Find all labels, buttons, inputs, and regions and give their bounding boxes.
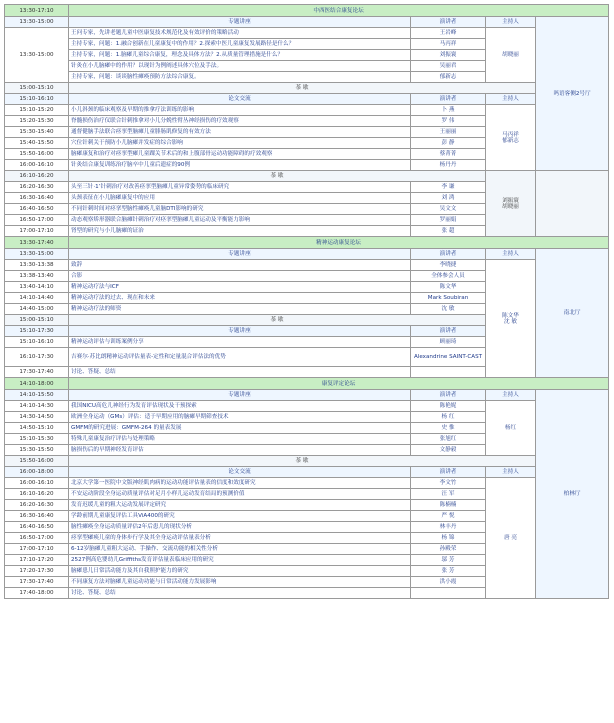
talk-speaker: 杨丹丹 xyxy=(411,160,486,171)
row-time: 17:30-17:40 xyxy=(5,577,69,588)
break-row xyxy=(5,83,609,94)
row-time: 17:00-17:10 xyxy=(5,544,69,555)
talk-speaker: 全体参会人员 xyxy=(411,271,486,282)
talk-speaker: 陈艳妮 xyxy=(411,401,486,412)
talk-speaker: 汪 军 xyxy=(411,489,486,500)
talk-speaker: 李 谦 xyxy=(411,182,486,193)
talk-topic: 针灸在小儿脑瘫中的作用？以现针为例阐述具体穴位及手法。 xyxy=(69,61,411,72)
col-topic: 专题讲座 xyxy=(69,17,411,28)
table-row xyxy=(5,401,609,412)
row-time: 17:30-17:40 xyxy=(5,367,69,378)
talk-topic: 合影 xyxy=(69,271,411,282)
talk-topic: 讨论、答疑、总结 xyxy=(69,588,411,599)
subsession-time: 15:10-17:30 xyxy=(5,326,69,337)
break-time: 15:00-15:10 xyxy=(5,83,69,94)
talk-topic: 精神运动疗法与ICF xyxy=(69,282,411,293)
row-time: 17:10-17:20 xyxy=(5,555,69,566)
talk-speaker: 陈文华 xyxy=(411,282,486,293)
talk-topic: 肾型的研究与小儿脑瘫的证治 xyxy=(69,226,411,237)
talk-speaker: 沈 敏 xyxy=(411,304,486,315)
break-row xyxy=(5,171,609,182)
column-header-row xyxy=(5,94,609,105)
row-time: 15:30-15:40 xyxy=(5,127,69,138)
row-time: 13:38-13:40 xyxy=(5,271,69,282)
talk-topic: 精神运动疗法的过去、现在和未来 xyxy=(69,293,411,304)
talk-speaker: 彭 静 xyxy=(411,138,486,149)
talk-topic: 脑瘫康复和治疗对痉挛型瘫儿童踝关节术后的和上腹部骨运动功能障碍的疗效观察 xyxy=(69,149,411,160)
col-host: 主持人 xyxy=(486,249,536,260)
talk-speaker: 蔡菁菁 xyxy=(411,149,486,160)
column-header-row xyxy=(5,17,609,28)
talk-speaker: 文静毅 xyxy=(411,445,486,456)
talk-topic: 头颈表征在小儿脑瘫康复中的应用 xyxy=(69,193,411,204)
talk-topic: 通督健脑手法联合痉挛型脑瘫儿童腓肠肌修复的有效方法 xyxy=(69,127,411,138)
row-time: 15:10-16:10 xyxy=(5,337,69,348)
row-time: 17:00-17:10 xyxy=(5,226,69,237)
break-time: 16:10-16:20 xyxy=(5,171,69,182)
row-time: 14:50-15:10 xyxy=(5,423,69,434)
subsession-time: 13:30-15:00 xyxy=(5,17,69,28)
row-time: 16:50-17:00 xyxy=(5,533,69,544)
col-speaker: 演讲者 xyxy=(411,390,486,401)
talk-speaker: 杨 红 xyxy=(411,412,486,423)
talk-speaker: 罗丽娟 xyxy=(411,215,486,226)
break-time: 15:50-16:00 xyxy=(5,456,69,467)
talk-speaker xyxy=(411,588,486,599)
talk-speaker: 张 芳 xyxy=(411,566,486,577)
row-time: 17:20-17:30 xyxy=(5,566,69,577)
section-header-row xyxy=(5,378,609,390)
column-header-row xyxy=(5,390,609,401)
talk-speaker: 洪小霞 xyxy=(411,577,486,588)
break-row xyxy=(5,456,609,467)
schedule-sheet xyxy=(4,4,608,599)
talk-topic: 特殊儿童康复治疗评估与处理策略 xyxy=(69,434,411,445)
talk-speaker xyxy=(411,367,486,378)
col-speaker: 演讲者 xyxy=(411,17,486,28)
section-time: 13:30-17:40 xyxy=(5,237,69,249)
row-time: 17:40-18:00 xyxy=(5,588,69,599)
talk-topic: 主持专家，问题：1.融合创新在儿童康复中的作用？2.探索中医儿童康复发展路径是什么？ xyxy=(69,39,411,50)
row-time: 15:40-15:50 xyxy=(5,138,69,149)
col-host: 主持人 xyxy=(486,390,536,401)
talk-topic: 不安运动阶段全身运动质量评估对足月小样儿运动发育结局的预测价值 xyxy=(69,489,411,500)
col-host: 主持人 xyxy=(486,467,536,478)
row-time: 15:30-15:50 xyxy=(5,445,69,456)
talk-topic: 2527例高危婴幼儿Griffiths发育评估量表临床应用的研究 xyxy=(69,555,411,566)
break-label: 茶 歇 xyxy=(69,456,536,467)
talk-topic: 脑损伤后的早期神经发育评估 xyxy=(69,445,411,456)
break-label: 茶 歇 xyxy=(69,171,486,182)
room-label: 柏林厅 xyxy=(536,390,609,599)
row-time: 15:10-15:20 xyxy=(5,105,69,116)
talk-speaker: 马丙祥 xyxy=(411,39,486,50)
row-time: 13:30-15:00 xyxy=(5,28,69,83)
subsession-time: 13:30-15:00 xyxy=(5,249,69,260)
host-name: 唐 亮 xyxy=(486,478,536,599)
section-title: 精神运动康复论坛 xyxy=(69,237,609,249)
break-time: 15:00-15:10 xyxy=(5,315,69,326)
break-label: 茶 歇 xyxy=(69,315,486,326)
col-speaker: 演讲者 xyxy=(411,467,486,478)
column-header-row xyxy=(5,467,609,478)
talk-topic: 主持专家，问题：1.脑瘫儿童综合康复，理念及具体方法？2.从质量管理措施是什么？ xyxy=(69,50,411,61)
subsession-time: 14:10-15:50 xyxy=(5,390,69,401)
talk-topic: 主持专家，问题：谈谈脑性瘫痪预防方法综合康复。 xyxy=(69,72,411,83)
row-time: 16:40-16:50 xyxy=(5,204,69,215)
talk-speaker: 李文竹 xyxy=(411,478,486,489)
talk-speaker: 卜 燕 xyxy=(411,105,486,116)
host-name: 刘振寰 胡晓丽 xyxy=(486,171,536,237)
section-time: 13:30-17:10 xyxy=(5,5,69,17)
talk-speaker: 郁新志 xyxy=(411,72,486,83)
talk-speaker: 张旭红 xyxy=(411,434,486,445)
col-speaker: 演讲者 xyxy=(411,249,486,260)
talk-topic: 不同康复方法对脑瘫儿童运动功能与日常活动能力发展影响 xyxy=(69,577,411,588)
talk-speaker: 顾丽琦 xyxy=(411,337,486,348)
room-label: 南北厅 xyxy=(536,249,609,378)
row-time: 15:10-15:30 xyxy=(5,434,69,445)
talk-topic: 发育迟缓儿童的粗大运动发展评定研究 xyxy=(69,500,411,511)
table-row xyxy=(5,260,609,271)
talk-topic: 王问专家，先讲老题儿童中医康复技术规范化及有效评价的策略活动 xyxy=(69,28,411,39)
talk-topic: 动态观察矫形器联合脑瘫针刺治疗对痉挛型脑瘫儿童运动及平衡能力影响 xyxy=(69,215,411,226)
row-time: 13:40-14:10 xyxy=(5,282,69,293)
row-time: 16:40-16:50 xyxy=(5,522,69,533)
talk-topic: 讨论、答疑、总结 xyxy=(69,367,411,378)
col-topic: 论文交流 xyxy=(69,467,411,478)
talk-topic: 我国NICU高危儿神经行为发育评估现状及干预探索 xyxy=(69,401,411,412)
talk-topic: 致辞 xyxy=(69,260,411,271)
col-topic: 论文交流 xyxy=(69,94,411,105)
talk-topic: 学龄前期儿童康复评估工具ViA400的研究 xyxy=(69,511,411,522)
talk-speaker: 邬 芳 xyxy=(411,555,486,566)
talk-topic: 精神运动疗法的师资 xyxy=(69,304,411,315)
row-time: 14:40-15:00 xyxy=(5,304,69,315)
talk-speaker: 罗 伟 xyxy=(411,116,486,127)
section-header-row xyxy=(5,5,609,17)
talk-topic: 精神运动评估与训练案例分享 xyxy=(69,337,411,348)
table-row xyxy=(5,478,609,489)
talk-topic: 欧洲全身运动（GMs）评估：适于早期应用的脑瘫早期筛查技术 xyxy=(69,412,411,423)
col-speaker: 演讲者 xyxy=(411,326,486,337)
talk-topic: 小儿斜颈的临床观察及早期的推拿疗法训练的影响 xyxy=(69,105,411,116)
section-title: 康复评定论坛 xyxy=(69,378,609,390)
column-header-row xyxy=(5,249,609,260)
talk-speaker: 吴文文 xyxy=(411,204,486,215)
row-time: 14:10-14:30 xyxy=(5,401,69,412)
talk-topic: 6-12岁脑瘫儿童粗大运动、手操作、交流功能的相关性分析 xyxy=(69,544,411,555)
talk-topic: 北京大学第一医院中文版神经肌肉病的运动功能评估量表的信度和效度研究 xyxy=(69,478,411,489)
subsession-time: 15:10-16:10 xyxy=(5,94,69,105)
talk-speaker: 吴丽君 xyxy=(411,61,486,72)
break-label: 茶 歇 xyxy=(69,83,536,94)
talk-speaker: 杨 锦 xyxy=(411,533,486,544)
row-time: 16:30-16:40 xyxy=(5,511,69,522)
talk-speaker: 王丽丽 xyxy=(411,127,486,138)
talk-topic: GMFM的研究进展：GMFM-264 的量表发展 xyxy=(69,423,411,434)
row-time: 16:50-17:00 xyxy=(5,215,69,226)
host-name: 陈文华 沈 敏 xyxy=(486,260,536,378)
row-time: 15:50-16:00 xyxy=(5,149,69,160)
talk-topic: 针灸结合康复训练治疗脑卒中儿童后遗症的90例 xyxy=(69,160,411,171)
room-label: 吗语客侧2号厅 xyxy=(536,17,609,171)
talk-topic: 脑瘫患儿日常活动能力及其自我照护能力的研究 xyxy=(69,566,411,577)
section-title: 中西医结合康复论坛 xyxy=(69,5,609,17)
talk-speaker: Alexandrine SAINT-CAST xyxy=(411,348,486,367)
col-host: 主持人 xyxy=(486,94,536,105)
row-time: 14:10-14:40 xyxy=(5,293,69,304)
talk-speaker: 张 超 xyxy=(411,226,486,237)
talk-speaker: 李晓捷 xyxy=(411,260,486,271)
col-speaker: 演讲者 xyxy=(411,94,486,105)
section-header-row xyxy=(5,237,609,249)
talk-topic: 脊髓损伤治疗仪联合针刺推拿对小儿分娩性臂丛神经损伤的疗效观察 xyxy=(69,116,411,127)
subsession-time: 16:00-18:00 xyxy=(5,467,69,478)
talk-topic: 脑性瘫痪全身运动质量评估2年后患儿的现状分析 xyxy=(69,522,411,533)
row-time: 16:00-16:10 xyxy=(5,160,69,171)
row-time: 16:30-16:40 xyxy=(5,193,69,204)
talk-speaker: 严 悦 xyxy=(411,511,486,522)
talk-topic: 吉赛尔·苏比朗精神运动评估量表-定性和定量混合评估法的优势 xyxy=(69,348,411,367)
row-time: 15:20-15:30 xyxy=(5,116,69,127)
row-time: 14:30-14:50 xyxy=(5,412,69,423)
host-name: 马丙祥 郁新志 xyxy=(486,105,536,171)
talk-speaker: Mark Soubiran xyxy=(411,293,486,304)
col-topic: 专题讲座 xyxy=(69,390,411,401)
section-time: 14:10-18:00 xyxy=(5,378,69,390)
schedule-table xyxy=(4,4,609,599)
table-row xyxy=(5,28,609,39)
talk-topic: 痉挛型瘫痪儿童的身体步行学及其全身运动评估量表分析 xyxy=(69,533,411,544)
talk-speaker: 刘 鸿 xyxy=(411,193,486,204)
room-label-blank xyxy=(536,171,609,237)
table-row xyxy=(5,105,609,116)
talk-speaker: 陈楠楠 xyxy=(411,500,486,511)
talk-speaker: 王岩峰 xyxy=(411,28,486,39)
row-time: 16:10-16:20 xyxy=(5,489,69,500)
col-topic: 专题讲座 xyxy=(69,326,411,337)
row-time: 16:20-16:30 xyxy=(5,500,69,511)
talk-speaker: 刘振寰 xyxy=(411,50,486,61)
talk-topic: 不同针刺时间对痉挛型脑性瘫痪儿童脑DTI影响的研究 xyxy=(69,204,411,215)
row-time: 16:00-16:10 xyxy=(5,478,69,489)
col-topic: 专题讲座 xyxy=(69,249,411,260)
row-time: 16:10-17:30 xyxy=(5,348,69,367)
talk-speaker: 孙殿荣 xyxy=(411,544,486,555)
col-host: 主持人 xyxy=(486,17,536,28)
row-time: 13:30-13:38 xyxy=(5,260,69,271)
talk-topic: 头至三针·1’针刺治疗对改善痉挛型脑瘫儿童异常姿势的临床研究 xyxy=(69,182,411,193)
talk-speaker: 史 惟 xyxy=(411,423,486,434)
talk-speaker: 林丰丹 xyxy=(411,522,486,533)
host-name: 杨红 xyxy=(486,401,536,456)
talk-topic: 穴位针刺关于预防小儿脑瘫并发症的综合影响 xyxy=(69,138,411,149)
host-name: 胡晓丽 xyxy=(486,28,536,83)
row-time: 16:20-16:30 xyxy=(5,182,69,193)
